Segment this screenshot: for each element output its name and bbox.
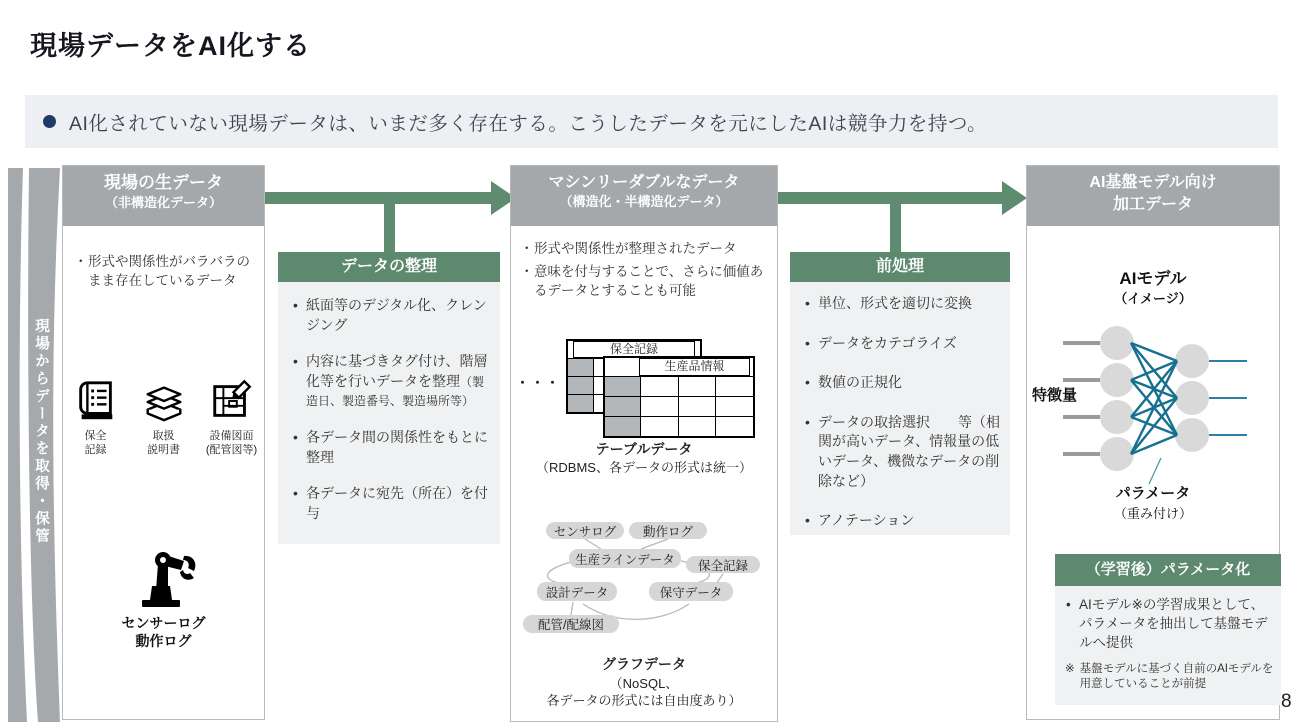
parameterize-bullet: • AIモデル※の学習成果として、パラメータを抽出して基盤モデルへ提供 (1063, 596, 1275, 653)
column-machine-readable-header (511, 166, 777, 226)
graph-node: センサログ (546, 522, 624, 539)
preprocess-body (790, 282, 1010, 535)
preprocess-bullet-4: • データの取捨選択 等（相関が高いデータ、情報量の低いデータ、機微なデータの削除など） (802, 413, 1002, 491)
organize-bullet-3: • 各データ間の関係性をもとに整理 (290, 428, 492, 467)
machine-readable-bullet-2: ・ 意味を付与することで、さらに価値あるデータとすることも可能 (521, 262, 771, 300)
graph-node: 保全記録 (686, 556, 760, 573)
front-table-header (605, 358, 753, 376)
column-machine-readable (510, 165, 778, 722)
neural-network-illustration (1027, 326, 1281, 501)
maintenance-record-label: 保全 記録 (84, 430, 107, 457)
parameterize-header: （学習後）パラメータ化 (1055, 554, 1281, 586)
feature-label: 特徴量 (1032, 387, 1078, 404)
maintenance-record-icon (73, 378, 119, 424)
graph-node: 動作ログ (629, 522, 707, 539)
front-table-label: 生産品情報 (639, 358, 750, 376)
table-row (605, 396, 753, 416)
manual-books-group (135, 378, 193, 458)
flow-arrow-1-bar (265, 192, 491, 204)
bullet-dot-icon (43, 115, 56, 128)
column-raw-data-header (63, 166, 264, 226)
page-title: 現場データをAI化する (30, 31, 311, 61)
graph-caption-sub2: 各データの形式には自由度あり） (546, 693, 742, 708)
robot-arm-wrap (63, 544, 264, 615)
organize-bullet-4: • 各データに宛先（所在）を付与 (290, 484, 492, 523)
parameterize-note (1063, 662, 1275, 693)
equipment-drawing-group (203, 378, 261, 458)
equipment-drawing-label: 設備図面 (配管図等) (205, 430, 258, 457)
column-processed-data (1026, 165, 1280, 720)
ellipsis-text: ・・・ (516, 375, 562, 390)
summary-text: AI化されていない現場データは、いまだ多く存在する。こうしたデータを元にしたAIは競争力を持つ。 (69, 112, 988, 135)
preprocess-header: 前処理 (790, 252, 1010, 282)
parameter-title: パラメータ (1115, 485, 1191, 502)
flow-arrow-2-head (1002, 181, 1027, 215)
summary-band (25, 95, 1278, 148)
sensor-log-label: センサーログ 動作ログ (121, 615, 206, 650)
column-processed-header (1027, 166, 1279, 226)
graph-caption: グラフデータ (602, 656, 686, 672)
parameterize-body (1055, 586, 1281, 705)
note-text: 基盤モデルに基づく自前のAIモデルを用意していることが前提 (1079, 662, 1274, 691)
flow-arrow-1-drop (384, 203, 395, 252)
ribbon-label: 現場からデータを取得・保管 (33, 318, 49, 546)
graph-caption-sub1: （NoSQL、 (609, 676, 679, 691)
table-caption-sub: （RDBMS、各データの形式は統一） (536, 460, 752, 475)
table-illustration (511, 334, 779, 446)
preprocess-bullet-5: • アノテーション (802, 511, 1002, 531)
machine-readable-bullet-1: ・ 形式や関係性が整理されたデータ (521, 239, 771, 258)
preprocess-bullet-1: • 単位、形式を適切に変換 (802, 294, 1002, 314)
flow-arrow-2-drop (890, 203, 901, 252)
graph-illustration (511, 506, 779, 646)
column-raw-data-subtitle: （非構造化データ） (104, 194, 222, 210)
table-row (605, 416, 753, 436)
page-number: 8 (1281, 691, 1292, 712)
manual-books-label: 取扱 説明書 (147, 430, 180, 457)
graph-node: 保守データ (649, 582, 733, 601)
preprocess-bullet-3: • 数値の正規化 (802, 373, 1002, 393)
note-mark: ※ (1065, 662, 1075, 675)
graph-node: 配管/配線図 (523, 615, 619, 633)
robot-arm-icon (126, 544, 202, 610)
column-machine-readable-subtitle: （構造化・半構造化データ） (559, 193, 729, 209)
column-raw-data (62, 165, 265, 720)
parameter-subtitle: （重み付け） (1113, 506, 1192, 521)
data-organize-body (278, 282, 500, 544)
table-row (605, 376, 753, 396)
machine-readable-bullets (521, 239, 771, 300)
ai-model-subtitle: （イメージ） (1114, 291, 1192, 306)
preprocess-box (790, 252, 1010, 535)
organize-bullet-2: • 内容に基づきタグ付け、階層化等を行いデータを整理（製造日、製造番号、製造場所等） (290, 352, 492, 411)
column-processed-title: AI基盤モデル向け (1089, 174, 1217, 191)
preprocess-bullet-2: • データをカテゴライズ (802, 334, 1002, 354)
column-machine-readable-title: マシンリーダブルなデータ (548, 174, 740, 191)
data-organize-header: データの整理 (278, 252, 500, 282)
graph-node: 生産ラインデータ (569, 549, 681, 568)
raw-data-bullet: ・ 形式や関係性がバラバラのまま存在しているデータ (75, 252, 256, 290)
ai-model-title: AIモデル (1119, 269, 1187, 288)
back-table-label: 保全記録 (573, 341, 695, 358)
column-processed-subtitle: 加工データ (1112, 195, 1193, 213)
parameterize-box (1055, 554, 1281, 705)
manual-books-icon (141, 378, 187, 424)
equipment-drawing-icon (209, 378, 255, 424)
document-icons-row (63, 378, 264, 458)
maintenance-record-group (67, 378, 125, 458)
organize-bullet-1: • 紙面等のデジタル化、クレンジング (290, 296, 492, 335)
front-table (603, 356, 755, 438)
graph-node: 設計データ (537, 582, 617, 601)
data-organize-box (278, 252, 500, 544)
column-raw-data-title: 現場の生データ (104, 173, 223, 192)
table-caption: テーブルデータ (595, 441, 693, 457)
